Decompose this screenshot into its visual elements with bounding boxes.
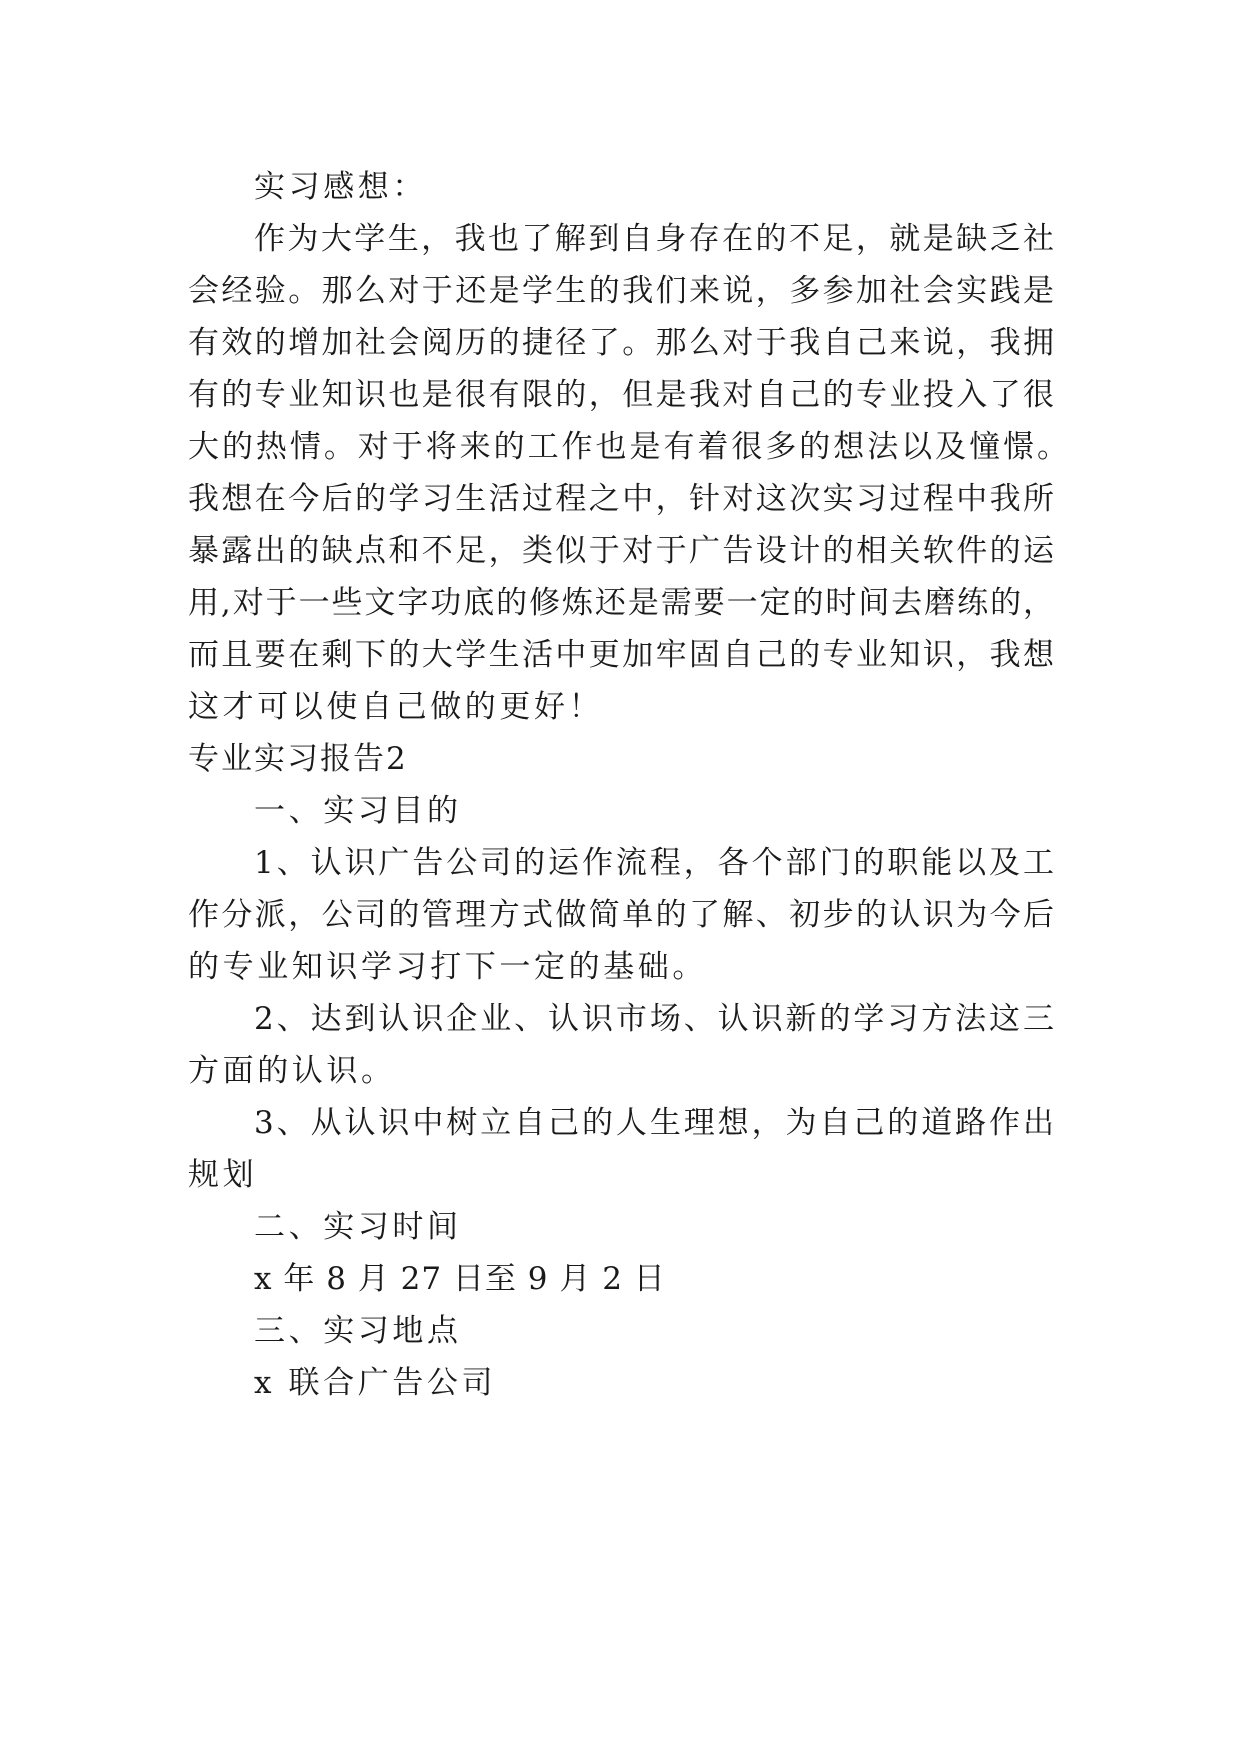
list-item-line: 规划	[188, 1157, 258, 1193]
internship-location: x 联合广告公司	[254, 1365, 497, 1401]
paragraph-line: 而且要在剩下的大学生活中更加牢固自己的专业知识，我想	[188, 637, 1054, 673]
paragraph-line: 用,对于一些文字功底的修炼还是需要一定的时间去磨练的，	[188, 585, 1054, 621]
paragraph-line: 大的热情。对于将来的工作也是有着很多的想法以及憧憬。	[188, 429, 1068, 465]
paragraph-line: 会经验。那么对于还是学生的我们来说，多参加社会实践是	[188, 273, 1054, 309]
list-item-line: 的专业知识学习打下一定的基础。	[188, 949, 707, 985]
paragraph-line: 我想在今后的学习生活过程之中，针对这次实习过程中我所	[188, 481, 1054, 517]
list-item-line: 方面的认识。	[188, 1053, 396, 1089]
paragraph-line: 暴露出的缺点和不足，类似于对于广告设计的相关软件的运	[188, 533, 1054, 569]
section-heading-location: 三、实习地点	[254, 1313, 462, 1349]
list-item-line: 2、达到认识企业、认识市场、认识新的学习方法这三	[254, 1001, 1054, 1037]
paragraph-line: 这才可以使自己做的更好！	[188, 689, 604, 725]
list-item-line: 1、认识广告公司的运作流程，各个部门的职能以及工	[254, 845, 1054, 881]
list-item-line: 3、从认识中树立自己的人生理想，为自己的道路作出	[254, 1105, 1054, 1141]
paragraph-line: 有效的增加社会阅历的捷径了。那么对于我自己来说，我拥	[188, 325, 1054, 361]
section-heading-purpose: 一、实习目的	[254, 793, 462, 829]
section-heading-time: 二、实习时间	[254, 1209, 462, 1245]
section-heading-reflection: 实习感想：	[254, 169, 427, 205]
internship-dates: x 年 8 月 27 日至 9 月 2 日	[254, 1261, 666, 1297]
paragraph-line: 作为大学生，我也了解到自身存在的不足，就是缺乏社	[254, 221, 1054, 257]
paragraph-line: 有的专业知识也是很有限的，但是我对自己的专业投入了很	[188, 377, 1054, 413]
report-title: 专业实习报告2	[188, 741, 408, 777]
list-item-line: 作分派，公司的管理方式做简单的了解、初步的认识为今后	[188, 897, 1054, 933]
